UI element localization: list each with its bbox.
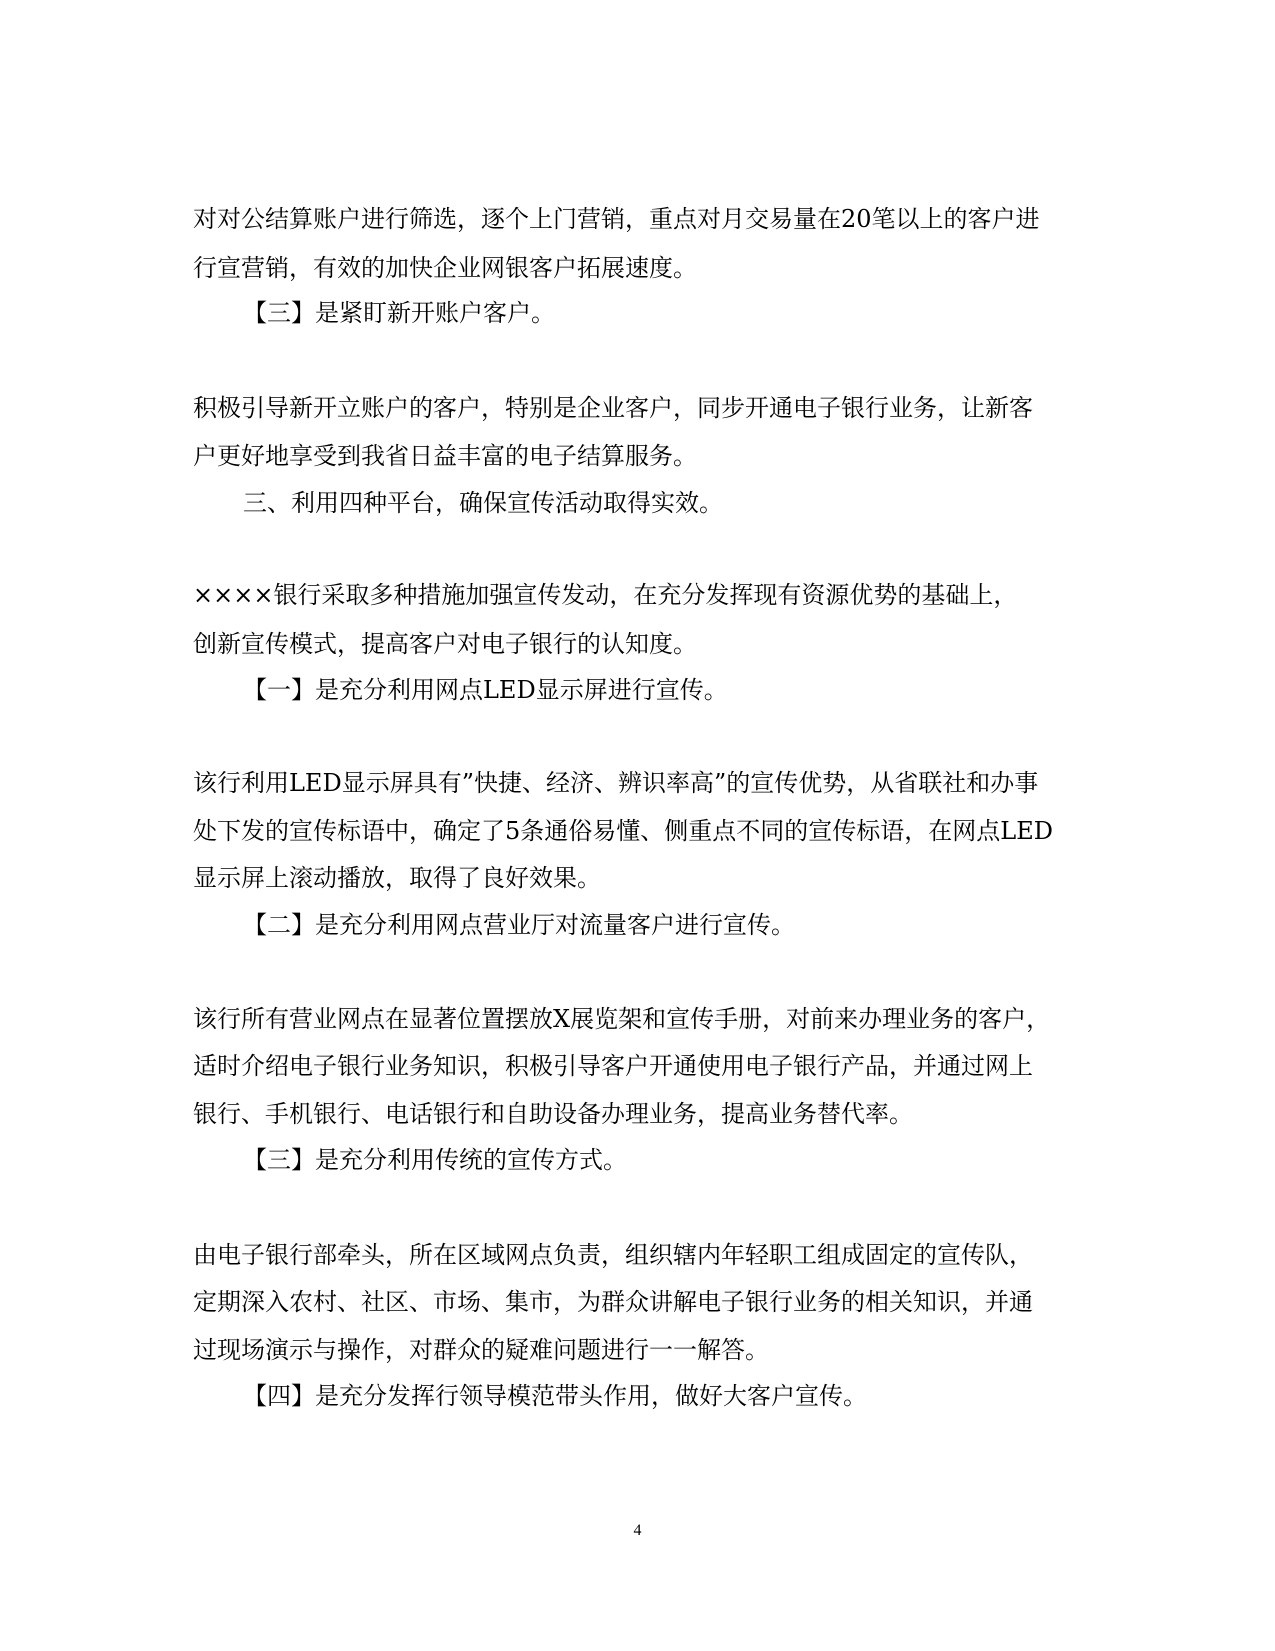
paragraph-line: 创新宣传模式，提高客户对电子银行的认知度。 [193, 630, 697, 658]
paragraph-line: 过现场演示与操作，对群众的疑难问题进行一一解答。 [193, 1336, 769, 1364]
section-heading: 【四】是充分发挥行领导模范带头作用，做好大客户宣传。 [243, 1382, 867, 1410]
paragraph-line: 该行所有营业网点在显著位置摆放X展览架和宣传手册，对前来办理业务的客户， [193, 1005, 1051, 1033]
paragraph-line: 由电子银行部牵头，所在区域网点负责，组织辖内年轻职工组成固定的宣传队， [193, 1241, 1033, 1269]
page-number: 4 [633, 1522, 642, 1539]
section-heading: 【一】是充分利用网点LED显示屏进行宣传。 [243, 676, 728, 704]
paragraph-line: 行宣营销，有效的加快企业网银客户拓展速度。 [193, 254, 697, 282]
paragraph-line: 银行、手机银行、电话银行和自助设备办理业务，提高业务替代率。 [193, 1100, 913, 1128]
section-heading: 【三】是紧盯新开账户客户。 [243, 299, 555, 327]
paragraph-line: 显示屏上滚动播放，取得了良好效果。 [193, 864, 601, 892]
paragraph-line: 积极引导新开立账户的客户，特别是企业客户，同步开通电子银行业务，让新客 [193, 394, 1033, 422]
section-heading: 三、利用四种平台，确保宣传活动取得实效。 [243, 489, 723, 517]
paragraph-line: 适时介绍电子银行业务知识，积极引导客户开通使用电子银行产品，并通过网上 [193, 1052, 1033, 1080]
paragraph-line: 处下发的宣传标语中，确定了5条通俗易懂、侧重点不同的宣传标语，在网点LED [193, 817, 1053, 845]
section-heading: 【三】是充分利用传统的宣传方式。 [243, 1146, 627, 1174]
paragraph-line: 定期深入农村、社区、市场、集市，为群众讲解电子银行业务的相关知识，并通 [193, 1288, 1033, 1316]
paragraph-line: 对对公结算账户进行筛选，逐个上门营销，重点对月交易量在20笔以上的客户进 [193, 205, 1040, 233]
paragraph-line: 户更好地享受到我省日益丰富的电子结算服务。 [193, 442, 697, 470]
section-heading: 【二】是充分利用网点营业厅对流量客户进行宣传。 [243, 911, 795, 939]
paragraph-line: 该行利用LED显示屏具有”快捷、经济、辨识率高”的宣传优势，从省联社和办事 [193, 769, 1039, 797]
paragraph-line: ××××银行采取多种措施加强宣传发动，在充分发挥现有资源优势的基础上， [193, 581, 1018, 609]
